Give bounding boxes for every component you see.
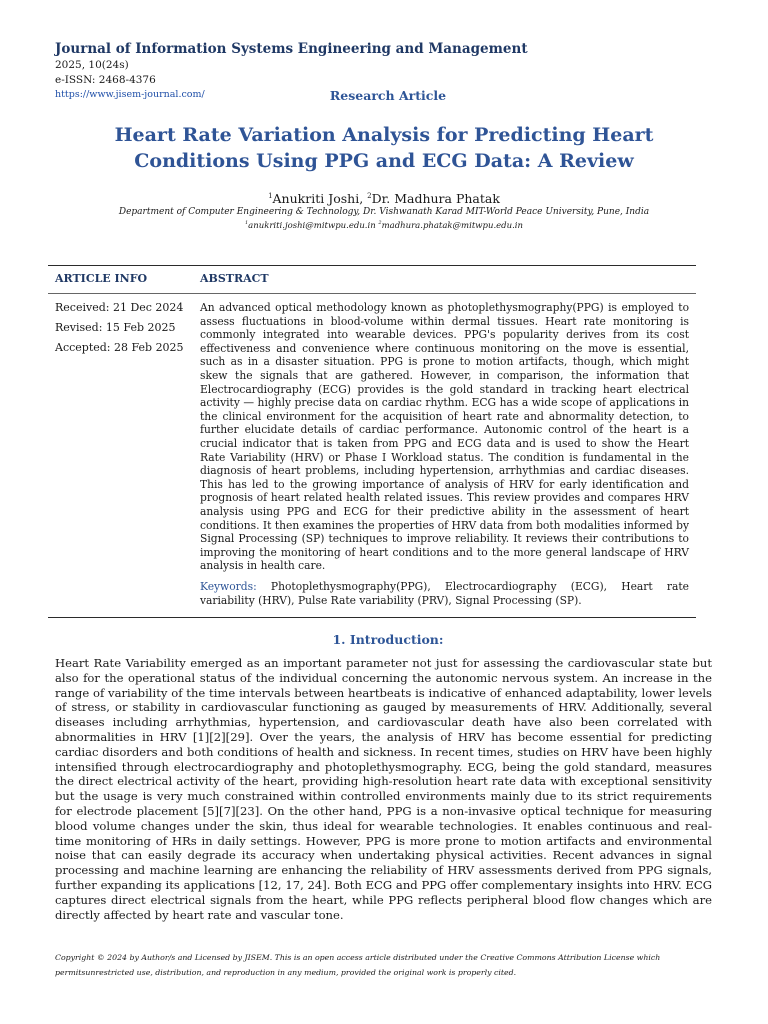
keywords [200,580,689,607]
author2-number: 2 [367,191,372,200]
article-dates [55,301,184,361]
article-info-heading: ARTICLE INFO [55,272,148,285]
email2-link[interactable]: madhura.phatak@mitwpu.edu.in [381,220,523,231]
article-type: Research Article [329,88,447,103]
received-date: Received: 21 Dec 2024 [55,301,184,314]
accepted-date: Accepted: 28 Feb 2025 [55,341,184,354]
email1-link[interactable]: anukriti.joshi@mitwpu.edu.in [248,220,379,231]
abstract-heading: ABSTRACT [200,272,269,285]
introduction-heading: 1. Introduction: [332,632,444,647]
bottom-rule [48,617,696,618]
email2-number: 2 [378,220,382,226]
author2-name: Dr. Madhura Phatak [371,191,500,206]
journal-name: Journal of Information Systems Engineering and Management [55,41,528,57]
journal-volume: 2025, 10(24s) [55,59,129,71]
author1-number: 1 [268,191,273,200]
keywords-list: Photoplethysmography(PPG), Electrocardiography (ECG), Heart rate variability (HRV), Pulse Rate variability (PRV), Signal Processing (SP). [200,580,689,607]
journal-url-link[interactable]: https://www.jisem-journal.com/ [55,89,205,100]
journal-issn: e-ISSN: 2468-4376 [55,74,156,86]
revised-date: Revised: 15 Feb 2025 [55,321,176,334]
top-rule [48,265,696,266]
article-title: Heart Rate Variation Analysis for Predicting Heart Conditions Using PPG and ECG Data: A Review [114,124,654,172]
affiliation: Department of Computer Engineering & Technology, Dr. Vishwanath Karad MIT-World Peace University, Pune, India [118,207,650,217]
keywords-label: Keywords: [200,580,257,593]
email1-number: 1 [244,220,249,226]
author1-name: Anukriti Joshi, [272,191,368,206]
header-rule [48,293,696,294]
abstract-text: An advanced optical methodology known as photoplethysmography(PPG) is employed to assess fluctuations in blood-volume within dermal tissues. Heart rate monitoring is commonly integrated into wearable devices. PPG's popularity derives from its cost effectiveness and convenience where continuous monitoring on the move is essential, such as in a disaster situation. PPG is prone to motion artifacts, though, which might skew the signals that are gathered. However, in comparison, the information that Electrocardiography (ECG) provides is the gold standard in tracking heart electrical activity — highly precise data on cardiac rhythm. ECG has a wide scope of applications in the clinical environment for the acquisition of heart rate and abnormality detection, to further elucidate details of cardiac performance. Autonomic control of the heart is a crucial indicator that is taken from PPG and ECG data and is used to show the Heart Rate Variability (HRV) or Phase I Workload status. The condition is fundamental in the diagnosis of heart problems, including hypertension, arrhythmias and cardiac diseases. This has led to the growing importance of analysis of HRV for early identification and prognosis of heart related health related issues. This review provides and compares HRV analysis using PPG and ECG for their predictive ability in the assessment of heart conditions. It then examines the properties of HRV data from both modalities informed by Signal Processing (SP) techniques to improve reliability. It reviews their contributions to improving the monitoring of heart conditions and to the more general landscape of HRV analysis in health care. [200,301,689,573]
email-line [0,220,768,231]
introduction-text: Heart Rate Variability emerged as an important parameter not just for assessing the cardiovascular state but also for the operational status of the individual concerning the autonomic nervous system. An increase in the range of variability of the time intervals between heartbeats is indicative of enhanced adaptability, lower levels of stress, or stability in cardiovascular functioning as gauged by measurements of HRV. Additionally, several diseases including arrhythmias, hypertension, and cardiovascular death have also been correlated with abnormalities in HRV [1][2][29]. Over the years, the analysis of HRV has become essential for predicting cardiac disorders and both conditions of health and sickness. In recent times, studies on HRV have been highly intensified through electrocardiography and photoplethysmography. ECG, being the gold standard, measures the direct electrical activity of the heart, providing high-resolution heart rate data with exceptional sensitivity but the usage is very much constrained within controlled environments mainly due to its strict requirements for electrode placement [5][7][23]. On the other hand, PPG is a non-invasive optical technique for measuring blood volume changes under the skin, thus ideal for wearable technologies. It enables continuous and real-time monitoring of HRs in daily settings. However, PPG is more prone to motion artifacts and environmental noise that can easily degrade its accuracy when undertaking physical activities. Recent advances in signal processing and machine learning are enhancing the reliability of HRV assessments derived from PPG signals, further expanding its applications [12, 17, 24]. Both ECG and PPG offer complementary insights into HRV. ECG captures direct electrical signals from the heart, while PPG reflects peripheral blood flow changes which are directly affected by heart rate and vascular tone. [55,656,712,922]
author-line [0,191,768,206]
copyright-notice: Copyright © 2024 by Author/s and Licensed by JISEM. This is an open access article distributed under the Creative Commons Attribution License which permitsunrestricted use, distribution, and reproduction in any medium, provided the original work is properly cited. [55,953,661,977]
